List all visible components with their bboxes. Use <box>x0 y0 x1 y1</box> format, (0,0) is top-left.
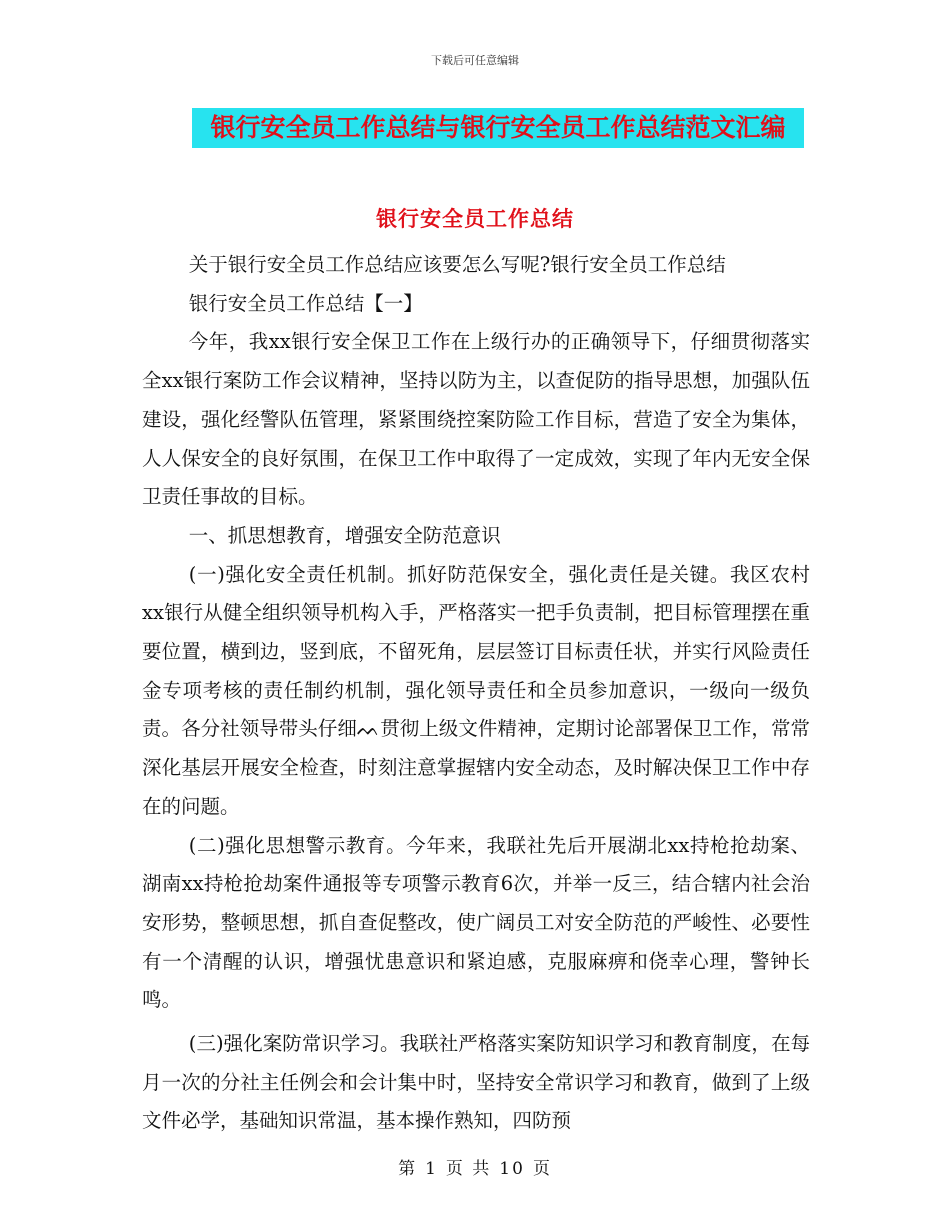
document-title: 银行安全员工作总结与银行安全员工作总结范文汇编 <box>192 108 804 148</box>
intro-paragraph: 关于银行安全员工作总结应该要怎么写呢?银行安全员工作总结 <box>188 253 726 276</box>
section-heading: 一、抓思想教育，增强安全防范意识 <box>188 523 501 547</box>
page-footer <box>0 1154 950 1179</box>
section-title: 银行安全员工作总结 <box>376 206 574 231</box>
page-middle: 页 共 <box>445 1159 492 1179</box>
document-body <box>142 246 810 1141</box>
page-prefix: 第 <box>398 1159 418 1179</box>
total-pages: 10 <box>499 1159 525 1179</box>
body-paragraph: (三)强化案防常识学习。我联社严格落实案防知识学习和教育制度，在每月一次的分社主任例会和会计集中时，坚持安全常识学习和教育，做到了上级文件必学，基础知识常温，基本操作熟知，四防预 <box>142 1032 810 1133</box>
body-paragraph: 今年，我xx银行安全保卫工作在上级行办的正确领导下，仔细贯彻落实全xx银行案防工作会议精神，坚持以防为主，以查促防的指导思想，加强队伍建设，强化经警队伍管理，紧紧围绕控案防险工作目标，营造了安全为集体，人人保安全的良好氛围，在保卫工作中取得了一定成效，实现了年内无安全保卫责任事故的目标。 <box>142 330 810 509</box>
body-paragraph: (一)强化安全责任机制。抓好防范保安全，强化责任是关键。我区农村xx银行从健全组织领导机构入手，严格落实一把手负责制，把目标管理摆在重要位置，横到边，竖到底，不留死角，层层签订目标责任状，并实行风险责任金专项考核的责任制约机制，强化领导责任和全员参加意识，一级向一级负责。各分社领导带头仔细ᨓ贯彻上级文件精神，定期讨论部署保卫工作，常常深化基层开展安全检查，时刻注意掌握辖内安全动态，及时解决保卫工作中存在的问题。 <box>142 562 810 818</box>
body-paragraph: (二)强化思想警示教育。今年来，我联社先后开展湖北xx持枪抢劫案、湖南xx持枪抢劫案件通报等专项警示教育6次，并举一反三，结合辖内社会治安形势，整顿思想，抓自查促整改，使广阔员工对安全防范的严峻性、必要性有一个清醒的认识，增强忧患意识和紧迫感，克服麻痹和侥幸心理，警钟长鸣。 <box>142 833 810 1012</box>
subheading-part-one: 银行安全员工作总结【一】 <box>188 291 423 315</box>
header-note: 下载后可任意编辑 <box>431 54 519 67</box>
page-suffix: 页 <box>532 1159 552 1179</box>
current-page-number: 1 <box>425 1159 438 1179</box>
